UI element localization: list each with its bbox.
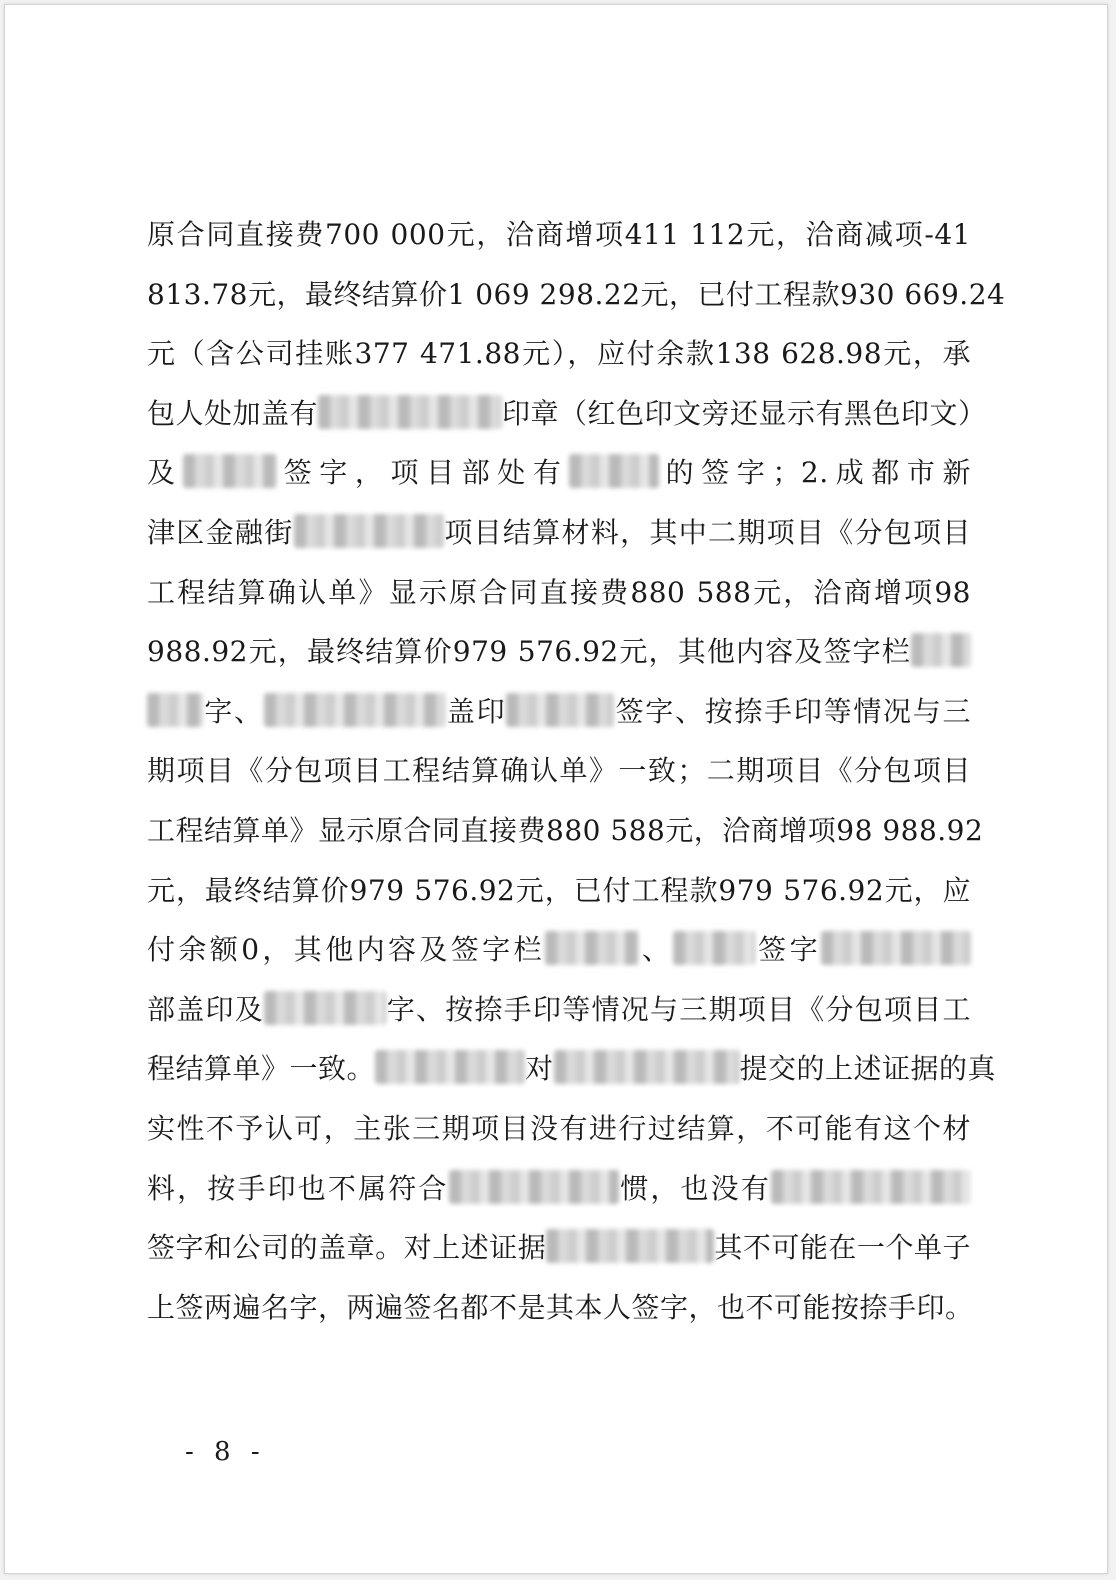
text-segment: 盖印 <box>445 694 507 728</box>
text-segment: 实性不予认可，主张三期项目没有进行过结算，不可能有这个材 <box>147 1111 971 1145</box>
text-line <box>147 563 971 623</box>
text-line <box>147 801 984 861</box>
text-segment: 上签两遍名字，两遍签名都不是其本人签字，也不可能按捺手印。 <box>147 1290 974 1324</box>
redacted-text <box>821 931 971 965</box>
text-line <box>147 1159 971 1219</box>
redacted-text <box>673 931 755 965</box>
text-line <box>147 1039 997 1099</box>
text-segment: 对 <box>525 1052 554 1086</box>
text-line <box>147 443 971 503</box>
text-segment: 工程结算单》显示原合同直接费880 588元，洽商增项98 988.92 <box>147 813 984 847</box>
text-line <box>147 324 971 384</box>
redacted-text <box>569 454 659 488</box>
text-line <box>147 1278 974 1338</box>
body-text <box>147 205 1006 1337</box>
text-line <box>147 265 1006 325</box>
text-segment: 部盖印及 <box>147 992 264 1026</box>
redacted-text <box>546 1229 714 1263</box>
text-segment: 其不可能在一个单子 <box>714 1231 971 1265</box>
text-segment: 项目结算材料，其中二期项目《分包项目 <box>443 515 971 549</box>
redacted-text <box>147 693 203 727</box>
text-segment: 988.92元，最终结算价979 576.92元，其他内容及签字栏 <box>147 635 911 669</box>
text-line <box>147 980 971 1040</box>
text-segment: 印章（红色印文旁还显示有黑色印文） <box>502 396 987 430</box>
text-line <box>147 1218 971 1278</box>
text-segment: 813.78元，最终结算价1 069 298.22元，已付工程款930 669.24 <box>147 277 1006 311</box>
text-segment: 签字、按捺手印等情况与三 <box>614 694 971 728</box>
text-line <box>147 205 971 265</box>
redacted-text <box>545 931 639 965</box>
text-line <box>147 920 971 980</box>
text-segment: 惯，也没有 <box>618 1171 771 1205</box>
text-segment: 津区金融街 <box>147 515 294 549</box>
text-segment: 、 <box>638 933 674 967</box>
redacted-text <box>554 1050 740 1084</box>
text-segment: 包人处加盖有 <box>147 396 319 430</box>
text-line <box>147 622 971 682</box>
text-segment: 提交的上述证据的真 <box>739 1052 997 1086</box>
redacted-text <box>506 693 614 727</box>
redacted-text <box>264 991 386 1025</box>
redacted-text <box>264 693 446 727</box>
text-segment: 付余额0，其他内容及签字栏 <box>147 933 545 967</box>
text-line <box>147 741 971 801</box>
document-page <box>4 4 1108 1574</box>
redacted-text <box>771 1170 971 1204</box>
text-segment: 元（含公司挂账377 471.88元），应付余款138 628.98元，承 <box>147 337 971 371</box>
text-segment: 签字和公司的盖章。对上述证据 <box>147 1231 547 1265</box>
text-segment: 签字 <box>755 933 821 967</box>
text-segment: 字、 <box>203 694 264 728</box>
text-segment: 原合同直接费700 000元，洽商增项411 112元，洽商减项-41 <box>147 218 971 251</box>
text-line <box>147 1099 971 1159</box>
redacted-text <box>449 1170 619 1204</box>
text-line <box>147 861 971 921</box>
text-segment: 签字，项目部处有 <box>276 456 569 490</box>
text-line <box>147 503 971 563</box>
redacted-text <box>911 633 971 667</box>
text-segment: 期项目《分包项目工程结算确认单》一致；二期项目《分包项目 <box>147 754 971 788</box>
text-segment: 及 <box>147 456 183 490</box>
text-segment: 工程结算确认单》显示原合同直接费880 588元，洽商增项98 <box>147 575 971 609</box>
text-segment: 的签字；2.成都市新 <box>658 456 971 490</box>
text-line <box>147 682 971 742</box>
text-segment: 料，按手印也不属符合 <box>147 1171 449 1205</box>
page-number: - 8 - <box>185 1437 266 1467</box>
text-line <box>147 384 987 444</box>
redacted-text <box>294 514 444 548</box>
redacted-text <box>318 395 502 429</box>
text-segment: 程结算单》一致。 <box>147 1052 376 1086</box>
text-segment: 元，最终结算价979 576.92元，已付工程款979 576.92元，应 <box>147 873 971 907</box>
redacted-text <box>183 454 277 488</box>
text-segment: 字、按捺手印等情况与三期项目《分包项目工 <box>386 992 971 1026</box>
redacted-text <box>375 1050 525 1084</box>
